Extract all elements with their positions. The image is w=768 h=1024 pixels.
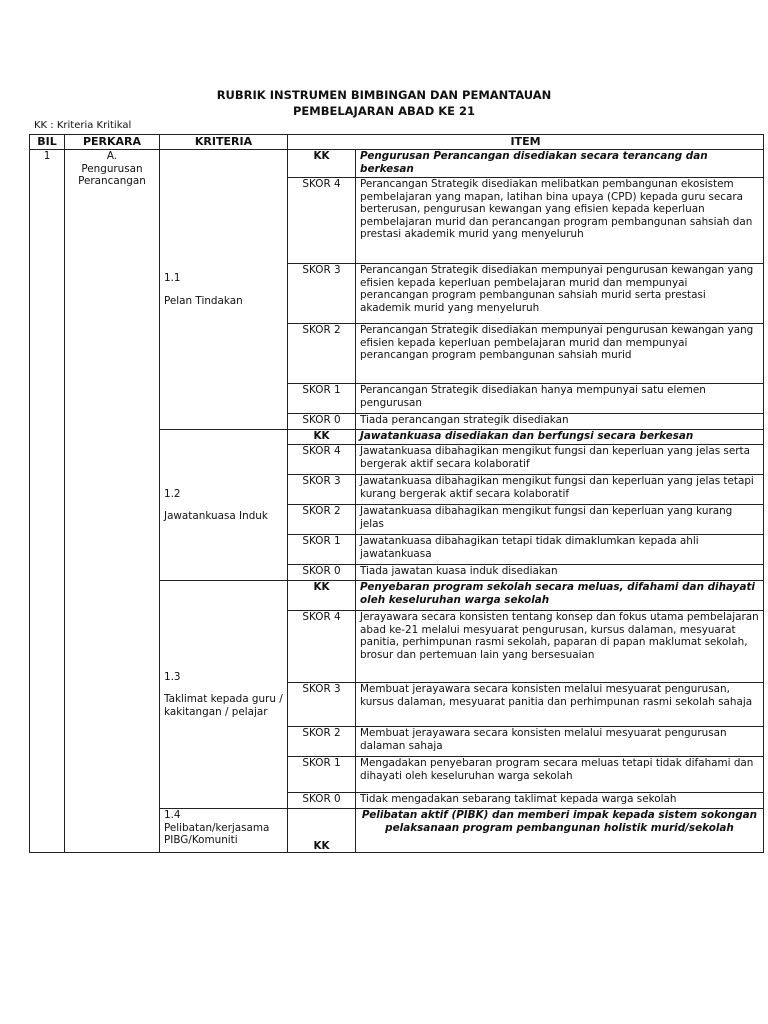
level-cell: SKOR 3 [288,683,356,727]
rubric-table [29,134,764,853]
item-cell: Jawatankuasa dibahagikan mengikut fungsi dan keperluan yang kurang jelas [356,505,764,535]
item-cell: Pelibatan aktif (PIBK) dan memberi impak kepada sistem sokongan pelaksanaan program pembangunan holistik murid/sekolah [356,809,764,853]
kriteria-name: Pelibatan/kerjasama PIBG/Komuniti [164,821,270,846]
level-cell: SKOR 1 [288,384,356,414]
item-cell: Tiada perancangan strategik disediakan [356,414,764,430]
kriteria-number: 1.3 [164,670,181,683]
level-cell: SKOR 0 [288,565,356,581]
kriteria-number: 1.1 [164,272,181,284]
level-cell: KK [288,150,356,178]
header-kriteria: KRITERIA [160,135,288,150]
item-cell: Jawatankuasa dibahagikan tetapi tidak dimaklumkan kepada ahli jawatankuasa [356,535,764,565]
item-cell: Pengurusan Perancangan disediakan secara terancang dan berkesan [356,150,764,178]
perkara-name-2: Perancangan [78,175,146,187]
header-perkara: PERKARA [65,135,160,150]
header-bil: BIL [30,135,65,150]
kriteria-number: 1.2 [164,487,181,500]
item-cell: Membuat jerayawara secara konsisten melalui mesyuarat pengurusan, kursus dalaman, mesyuarat panitia dan perhimpunan rasmi sekolah sahaja [356,683,764,727]
level-cell: SKOR 4 [288,611,356,683]
kriteria-number: 1.4 [164,809,181,821]
item-cell: Jawatankuasa dibahagikan mengikut fungsi dan keperluan yang jelas tetapi kurang bergerak aktif secara kolaboratif [356,475,764,505]
item-cell: Penyebaran program sekolah secara meluas, difahami dan dihayati oleh keseluruhan warga sekolah [356,581,764,611]
item-cell: Perancangan Strategik disediakan hanya mempunyai satu elemen pengurusan [356,384,764,414]
bil-cell: 1 [30,150,65,853]
kriteria-cell-1-1 [160,150,288,430]
item-cell: Membuat jerayawara secara konsisten melalui mesyuarat pengurusan dalaman sahaja [356,727,764,757]
table-row [30,150,764,178]
level-cell: SKOR 4 [288,178,356,264]
level-cell: SKOR 2 [288,727,356,757]
item-cell: Jerayawara secara konsisten tentang konsep dan fokus utama pembelajaran abad ke-21 melalui mesyuarat pengurusan, kursus dalaman, mesyuarat panitia, perhimpunan rasmi sekolah, paparan di papan maklumat sekolah, brosur dan pertemuan lain yang bersesuaian [356,611,764,683]
kriteria-cell-1-4 [160,809,288,853]
header-row [30,135,764,150]
level-cell: SKOR 0 [288,793,356,809]
level-cell: SKOR 0 [288,414,356,430]
item-cell: Tidak mengadakan sebarang taklimat kepada warga sekolah [356,793,764,809]
item-cell: Mengadakan penyebaran program secara meluas tetapi tidak difahami dan dihayati oleh keseluruhan warga sekolah [356,757,764,793]
level-cell: KK [288,809,356,853]
kriteria-cell-1-3 [160,581,288,809]
level-cell: SKOR 1 [288,757,356,793]
item-cell: Perancangan Strategik disediakan mempunyai pengurusan kewangan yang efisien kepada keperluan pembelajaran murid dan mempunyai perancangan program pembangunan sahsiah murid [356,324,764,384]
level-cell: SKOR 2 [288,324,356,384]
item-cell: Perancangan Strategik disediakan mempunyai pengurusan kewangan yang efisien kepada keperluan pembelajaran murid dan mempunyai perancangan program pembangunan sahsiah murid serta prestasi akademik murid yang menyeluruh [356,264,764,324]
level-cell: SKOR 2 [288,505,356,535]
level-cell: SKOR 3 [288,475,356,505]
level-cell: SKOR 4 [288,445,356,475]
item-cell: Tiada jawatan kuasa induk disediakan [356,565,764,581]
legend-note: KK : Kriteria Kritikal [34,120,132,131]
document-title: RUBRIK INSTRUMEN BIMBINGAN DAN PEMANTAUAN [216,88,552,102]
perkara-cell [65,150,160,853]
perkara-label: A. [106,150,118,162]
item-cell: Jawatankuasa dibahagikan mengikut fungsi dan keperluan yang jelas serta bergerak aktif secara kolaboratif [356,445,764,475]
item-cell: Jawatankuasa disediakan dan berfungsi secara berkesan [356,430,764,445]
header-item: ITEM [288,135,764,150]
level-cell: SKOR 1 [288,535,356,565]
level-cell: KK [288,430,356,445]
level-cell: KK [288,581,356,611]
kriteria-name: Taklimat kepada guru / kakitangan / pelajar [164,693,283,718]
kriteria-cell-1-2 [160,430,288,581]
kriteria-name: Pelan Tindakan [164,294,243,307]
level-cell: SKOR 3 [288,264,356,324]
kriteria-name: Jawatankuasa Induk [164,510,268,522]
document-subtitle: PEMBELAJARAN ABAD KE 21 [292,104,476,118]
item-cell: Perancangan Strategik disediakan melibatkan pembangunan ekosistem pembelajaran yang mapan, latihan bina upaya (CPD) kepada guru secara berterusan, pengurusan kewangan yang efisien kepada keperluan pembelajaran murid dan perancangan program pembangunan sahsiah dan prestasi akademik murid yang menyeluruh [356,178,764,264]
perkara-name-1: Pengurusan [81,162,143,175]
